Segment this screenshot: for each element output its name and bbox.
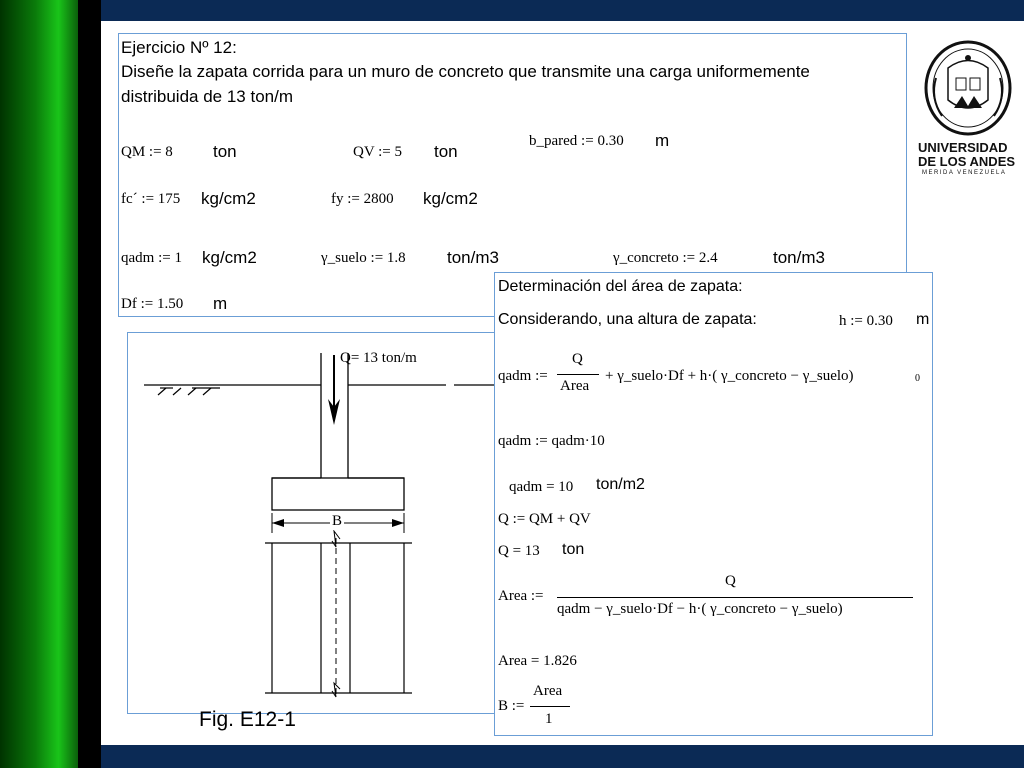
exercise-description-line1: Diseñe la zapata corrida para un muro de concreto que transmite una carga uniformemente: [121, 62, 810, 81]
q-result: Q = 13: [498, 543, 540, 559]
qm-unit: ton: [213, 142, 237, 161]
area-eq-lhs: Area :=: [498, 588, 544, 604]
left-green-bar: [0, 0, 78, 768]
b-eq-lhs: B :=: [498, 698, 525, 714]
qadm-eq-rest: + γ_suelo·Df + h·( γ_concreto − γ_suelo): [605, 368, 854, 384]
dim-arrow-left: [272, 519, 284, 527]
fc-value: fc´ := 175: [121, 191, 181, 207]
b-pared-unit: m: [655, 131, 670, 150]
gamma-concreto-value: γ_concreto := 2.4: [613, 250, 718, 266]
q-definition: Q := QM + QV: [498, 511, 591, 527]
figure-caption: Fig. E12-1: [199, 708, 296, 731]
ground-hatch: [158, 388, 220, 395]
calc-title: Determinación del área de zapata:: [498, 278, 743, 295]
h-unit: m: [916, 311, 930, 328]
df-value: Df := 1.50: [121, 296, 184, 312]
bottom-banner: [101, 745, 1024, 768]
b-pared-value: b_pared := 0.30: [529, 133, 624, 149]
q-result-unit: ton: [562, 541, 585, 558]
area-fraction-den: qadm − γ_suelo·Df − h·( γ_concreto − γ_suelo): [557, 601, 843, 617]
fc-unit: kg/cm2: [201, 189, 256, 208]
qadm-fraction: [557, 351, 605, 399]
h-value: h := 0.30: [839, 313, 893, 329]
gamma-suelo-value: γ_suelo := 1.8: [321, 250, 406, 266]
df-unit: m: [213, 294, 228, 313]
university-seal-icon: [918, 38, 1018, 138]
area-fraction-num: Q: [725, 573, 736, 589]
b-fraction-line: [530, 706, 570, 707]
qadm-value: qadm := 1: [121, 250, 182, 266]
left-black-bar: [78, 0, 101, 768]
exercise-title: Ejercicio Nº 12:: [121, 38, 237, 57]
university-logo: [918, 38, 1018, 178]
qadm-fraction-line: [557, 374, 599, 375]
qadm-result: qadm = 10: [509, 479, 574, 495]
university-name-line1: UNIVERSIDAD: [918, 140, 1008, 155]
qadm-unit: kg/cm2: [202, 248, 257, 267]
dim-arrow-right: [392, 519, 404, 527]
qadm-fraction-num: Q: [572, 351, 583, 367]
qm-value: QM := 8: [121, 144, 173, 160]
qadm-eq-tail: 0: [915, 373, 920, 384]
university-location: MERIDA VENEZUELA: [922, 170, 1007, 176]
area-fraction-line: [557, 597, 913, 598]
university-name-line2: DE LOS ANDES: [918, 154, 1016, 169]
footing-diagram: [128, 333, 498, 713]
width-label: B: [332, 513, 343, 529]
gamma-suelo-unit: ton/m3: [447, 248, 499, 267]
gamma-concreto-unit: ton/m3: [773, 248, 825, 267]
qv-value: QV := 5: [353, 144, 403, 160]
qadm-fraction-den: Area: [560, 378, 590, 394]
fy-value: fy := 2800: [331, 191, 394, 207]
load-label: Q= 13 ton/m: [340, 350, 417, 366]
qadm-eq-lhs: qadm :=: [498, 368, 548, 384]
area-result: Area = 1.826: [498, 653, 577, 669]
figure-box: [127, 332, 499, 714]
calculation-box: [494, 272, 933, 736]
qv-unit: ton: [434, 142, 458, 161]
footing-body: [272, 478, 404, 510]
b-fraction-num: Area: [533, 683, 563, 699]
exercise-description-line2: distribuida de 13 ton/m: [121, 87, 293, 106]
b-fraction: [530, 683, 578, 731]
fy-unit: kg/cm2: [423, 189, 478, 208]
qadm-conversion: qadm := qadm·10: [498, 433, 605, 449]
b-fraction-den: 1: [545, 711, 553, 727]
considering-text: Considerando, una altura de zapata:: [498, 311, 757, 328]
area-fraction: [557, 573, 917, 621]
qadm-result-unit: ton/m2: [596, 476, 645, 493]
top-banner: [101, 0, 1024, 21]
